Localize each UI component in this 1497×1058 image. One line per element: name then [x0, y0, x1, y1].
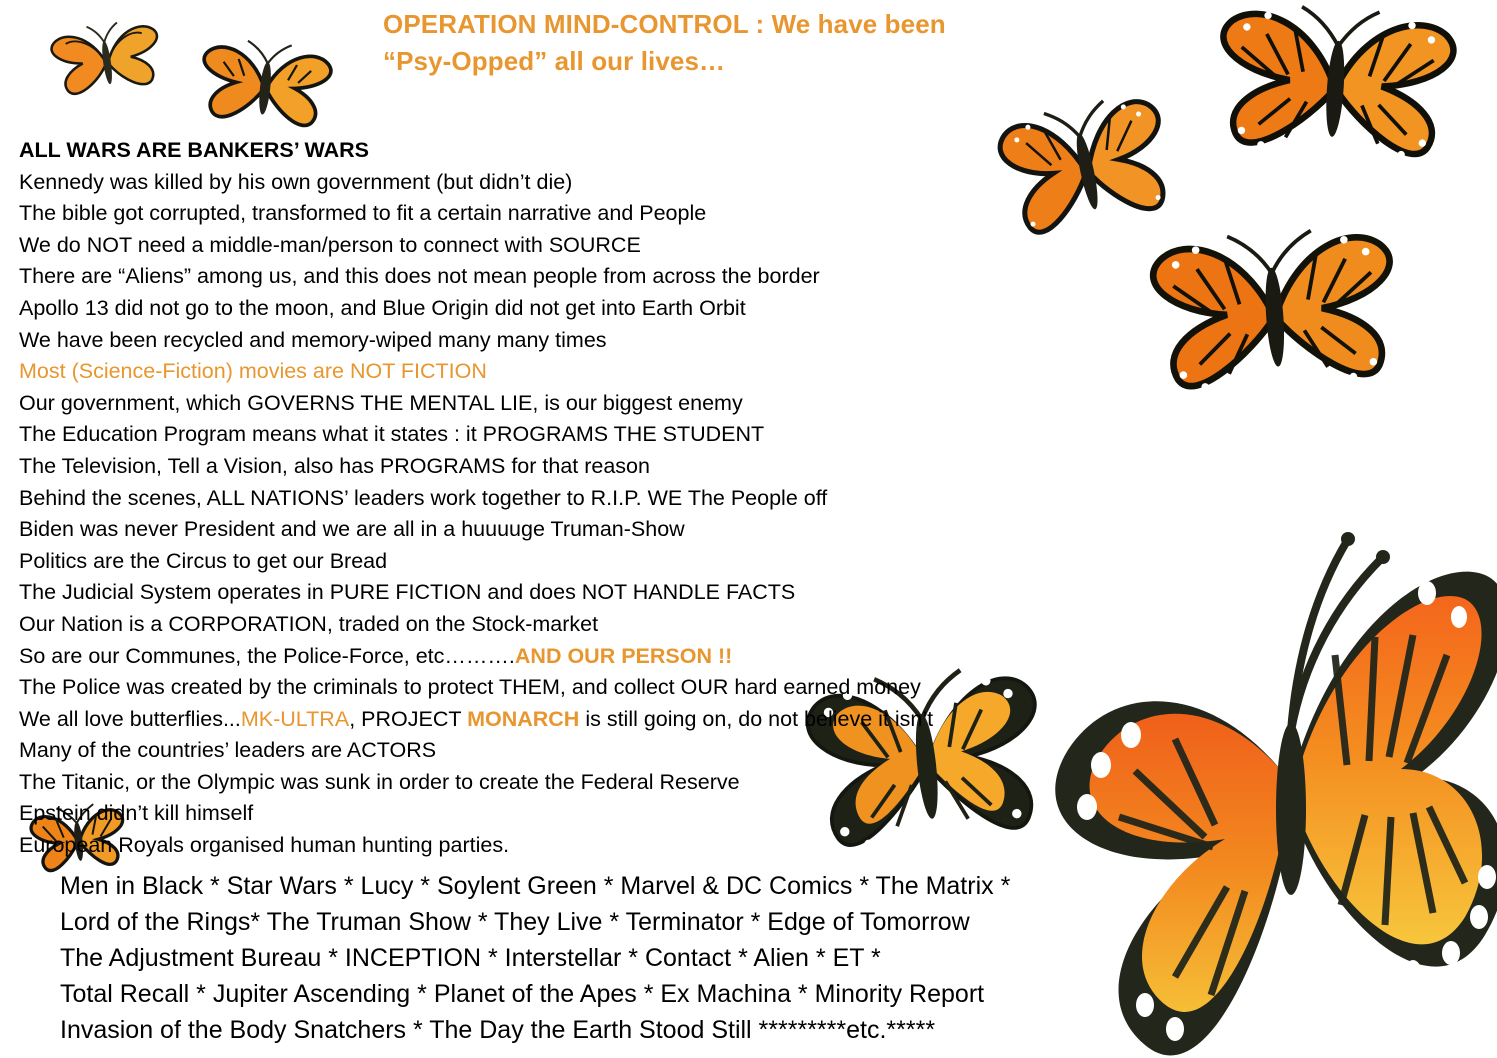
claim-segment: AND OUR PERSON !! [514, 643, 733, 668]
movie-line: Lord of the Rings* The Truman Show * They Live * Terminator * Edge of Tomorrow [60, 908, 970, 936]
claim-line: The Titanic, or the Olympic was sunk in order to create the Federal Reserve [19, 769, 740, 794]
claim-segment: We all love butterflies... [19, 706, 241, 731]
claim-line: Politics are the Circus to get our Bread [19, 548, 388, 573]
claim-line: The bible got corrupted, transformed to fit a certain narrative and People [19, 201, 707, 226]
claim-line: Many of the countries’ leaders are ACTORS [19, 738, 437, 763]
movie-line: Total Recall * Jupiter Ascending * Planet of the Apes * Ex Machina * Minority Report [60, 980, 985, 1008]
claim-segment: MONARCH [467, 706, 580, 731]
page-title [383, 6, 1143, 80]
claim-line: European Royals organised human hunting parties. [19, 833, 510, 858]
claim-line: Biden was never President and we are all in a huuuuge Truman-Show [19, 517, 685, 542]
butterfly-icon-top-left-1 [36, 5, 178, 118]
claim-line: Most (Science-Fiction) movies are NOT FICTION [19, 359, 487, 384]
claim-line: Epstein didn’t kill himself [19, 801, 254, 826]
claim-line: The Judicial System operates in PURE FICTION and does NOT HANDLE FACTS [19, 580, 796, 605]
claim-line: Our Nation is a CORPORATION, traded on the Stock-market [19, 611, 599, 636]
butterfly-icon-top-right-3 [1133, 211, 1416, 429]
claim-segment: , PROJECT [349, 706, 468, 731]
movie-list [60, 868, 1320, 1048]
claim-line: Behind the scenes, ALL NATIONS’ leaders work together to R.I.P. WE The People off [19, 485, 828, 510]
butterfly-icon-top-right-2 [1199, 0, 1471, 194]
movie-line: Invasion of the Body Snatchers * The Day the Earth Stood Still *********etc.***** [60, 1016, 936, 1044]
claim-line: The Television, Tell a Vision, also has PROGRAMS for that reason [19, 453, 650, 478]
claim-line: The Police was created by the criminals to protect THEM, and collect OUR hard earned money [19, 675, 921, 700]
butterfly-icon-top-left-2 [185, 26, 346, 151]
claim-line [19, 704, 1079, 736]
claim-segment: is still going on, do not believe it isn’t [579, 706, 934, 731]
claim-line: Our government, which GOVERNS THE MENTAL LIE, is our biggest enemy [19, 390, 743, 415]
page-title-line-2: “Psy-Opped” all our lives… [383, 45, 726, 76]
claim-line: Kennedy was killed by his own government (but didn’t die) [19, 169, 573, 194]
claim-line: The Education Program means what it states : it PROGRAMS THE STUDENT [19, 422, 765, 447]
claim-line: We have been recycled and memory-wiped many many times [19, 327, 607, 352]
movie-line: Men in Black * Star Wars * Lucy * Soylent Green * Marvel & DC Comics * The Matrix * [60, 872, 1011, 900]
claim-segment: MK-ULTRA [240, 706, 350, 731]
page-title-line-1: OPERATION MIND-CONTROL : We have been [383, 9, 946, 39]
claim-line: There are “Aliens” among us, and this does not mean people from across the border [19, 264, 820, 289]
claims-list [19, 135, 1079, 862]
claim-line: We do NOT need a middle-man/person to connect with SOURCE [19, 232, 641, 257]
claim-segment: So are our Communes, the Police-Force, etc………. [19, 643, 515, 668]
movie-line: The Adjustment Bureau * INCEPTION * Interstellar * Contact * Alien * ET * [60, 944, 881, 972]
claim-line [19, 641, 1079, 673]
claim-line: Apollo 13 did not go to the moon, and Blue Origin did not get into Earth Orbit [19, 295, 746, 320]
claim-line: ALL WARS ARE BANKERS’ WARS [19, 138, 369, 162]
